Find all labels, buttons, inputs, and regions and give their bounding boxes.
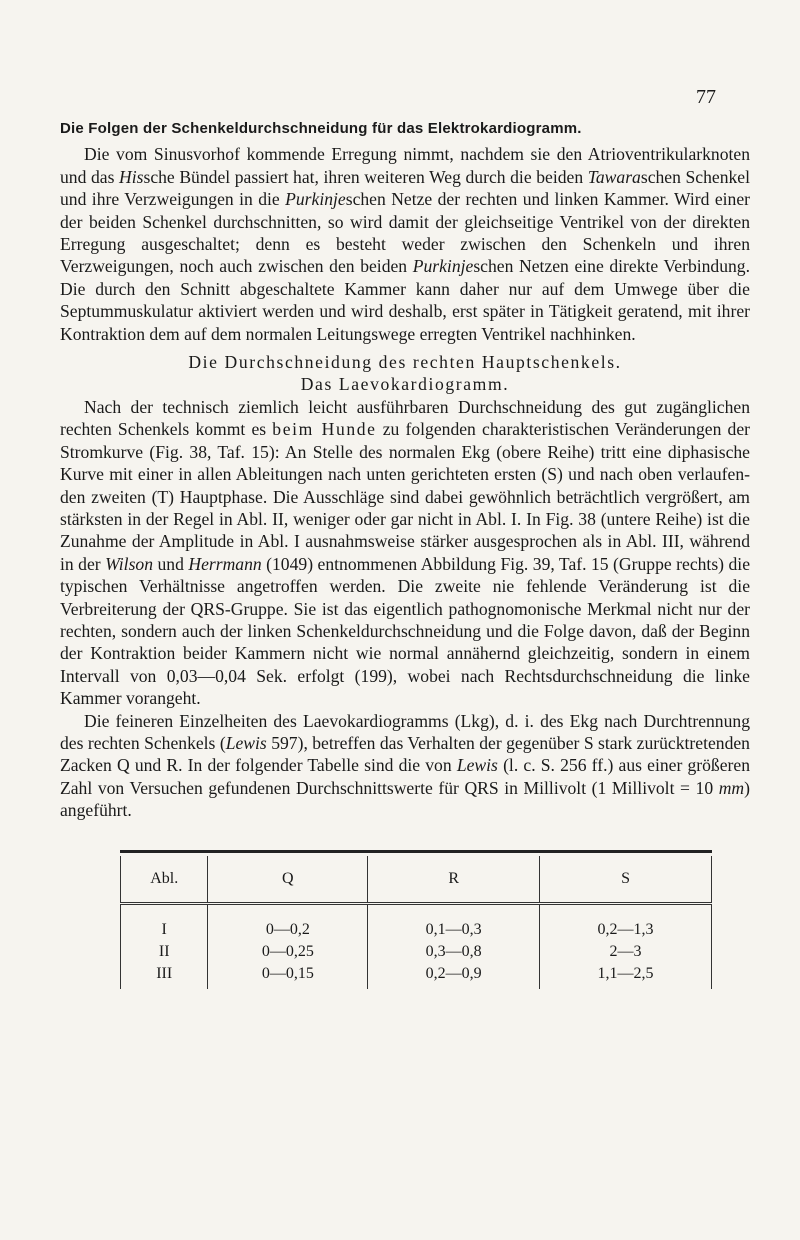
cell-r: 0,2—0,9 <box>368 963 540 989</box>
paragraph-3 <box>60 710 750 822</box>
qrs-values-table <box>120 856 712 989</box>
header-r: R <box>368 856 540 904</box>
header-q: Q <box>208 856 368 904</box>
cell-r: 0,1—0,3 <box>368 904 540 942</box>
text-run: schen Netze der rechten und linken Kammer. Wird einer der beiden Schenkel durchschnitten, so wird damit der gleichseitige Ventrikel von der direkten Erregung ausgeschaltet; denn es besteht weder zwischen den Schenkeln und ihren Verzweigungen, noch auch zwischen den beiden <box>60 189 750 277</box>
name-herrmann: Herrmann <box>188 553 262 574</box>
cell-abl: II <box>121 941 208 963</box>
cell-q: 0—0,15 <box>208 963 368 989</box>
name-wilson: Wilson <box>105 553 154 574</box>
subheading-laevokardiogramm: Das Laevokardiogramm. <box>300 374 510 395</box>
name-lewis: Lewis <box>456 755 498 776</box>
table-header-row <box>121 856 712 904</box>
subheading-right-branch: Die Durchschneidung des rechten Hauptschenkels. <box>188 352 622 373</box>
cell-s: 1,1—2,5 <box>540 963 712 989</box>
text-run: Die vom Sinusvorhof kommende Erregung nimmt, nachdem sie den Atrioventrikularknoten und das <box>60 144 750 187</box>
text-run: schen Schenkel und ihre Verzweigungen in die <box>60 166 750 210</box>
paragraph-1 <box>60 143 750 345</box>
text-run: Nach der technisch ziemlich leicht ausführbaren Durchschneidung des gut zugänglichen rechten Schenkels kommt es <box>60 396 750 440</box>
header-s: S <box>540 856 712 904</box>
name-purkinje: Purkinje <box>412 256 474 277</box>
name-lewis: Lewis <box>225 732 267 753</box>
text-run: ) angeführt. <box>60 777 750 821</box>
paragraph-2 <box>60 396 750 710</box>
cell-abl: III <box>121 963 208 989</box>
cell-abl: I <box>121 904 208 942</box>
name-purkinje: Purkinje <box>285 189 346 210</box>
table-row <box>121 904 712 942</box>
cell-q: 0—0,2 <box>208 904 368 942</box>
text-run: (1049) entnommenen Abbildung Fig. 39, Taf. 15 (Gruppe rechts) die typischen Verhältnisse angetroffen werden. Die zweite nie fehlende Veränderung ist die Verbreiterung der QRS-Gruppe. Sie ist das eigentlich pathognomonische Merkmal nicht nur der rechten, sondern auch der linken Schenkeldurchschneidung und die Folge davon, daß der Beginn der Kontraktion beider Kammern nicht wie normal annähernd gleichzeitig, sondern in einem Intervall von 0,03—0,04 Sek. erfolgt (199), wobei nach Rechtsdurchschneidung die linke Kammer vorangeht. <box>60 553 750 709</box>
text-run: 597), betreffen das Verhalten der gegenüber S stark zurücktretenden Zacken Q und R. In der folgender Tabelle sind die von <box>60 732 750 776</box>
text-run: und <box>153 553 189 574</box>
page-body <box>60 118 750 822</box>
header-abl: Abl. <box>121 856 208 904</box>
cell-s: 2—3 <box>540 941 712 963</box>
text-run: zu folgenden charakteristischen Veränderungen der Stromkurve (Fig. 38, Taf. 15): An Stelle des normalen Ekg (obere Reihe) tritt eine diphasische Kurve mit einer in allen Ableitungen nach unten gerichteten ersten (S) und nach oben verlaufenden zweiten (T) Hauptphase. Die Ausschläge sind dabei gewöhnlich beträchtlich vergrößert, am stärksten in der Regel in Abl. II, weniger oder gar nicht in Abl. I. In Fig. 38 (untere Reihe) ist die Zunahme der Amplitude in Abl. I ausnahmsweise stärker ausgesprochen als in Abl. III, während in der <box>60 419 751 574</box>
page-number: 77 <box>696 86 716 108</box>
text-run: (l. c. S. 256 ff.) aus einer größeren Zahl von Versuchen gefundenen Durchschnittswerte für QRS in Millivolt (1 Millivolt = 10 <box>60 755 750 798</box>
section-heading: Die Folgen der Schenkeldurchschneidung für das Elektrokardiogramm. <box>60 120 582 137</box>
text-run: Die feineren Einzelheiten des Laevokardiogramms (Lkg), d. i. des Ekg nach Durchtrennung des rechten Schenkels ( <box>60 710 750 753</box>
text-run: sche Bündel passiert hat, ihren weiteren Weg durch die beiden <box>143 166 588 187</box>
cell-q: 0—0,25 <box>208 941 368 963</box>
cell-s: 0,2—1,3 <box>540 904 712 942</box>
name-his: His <box>119 166 144 187</box>
table-row <box>121 941 712 963</box>
cell-r: 0,3—0,8 <box>368 941 540 963</box>
text-run: schen Netzen eine direkte Verbindung. Die durch den Schnitt abgeschaltete Kammer kann daher nur auf dem Umwege über die Septummuskulatur aktiviert werden und wird deshalb, erst später in Tätigkeit geratend, mit ihrer Kontraktion dem auf dem normalen Leitungswege erregten Ventrikel nachhinken. <box>60 256 751 344</box>
values-table-wrapper <box>120 850 712 989</box>
unit-mm: mm <box>718 777 745 798</box>
spaced-emphasis: beim Hunde <box>272 419 377 440</box>
table-row <box>121 963 712 989</box>
name-tawara: Tawara <box>587 166 641 187</box>
